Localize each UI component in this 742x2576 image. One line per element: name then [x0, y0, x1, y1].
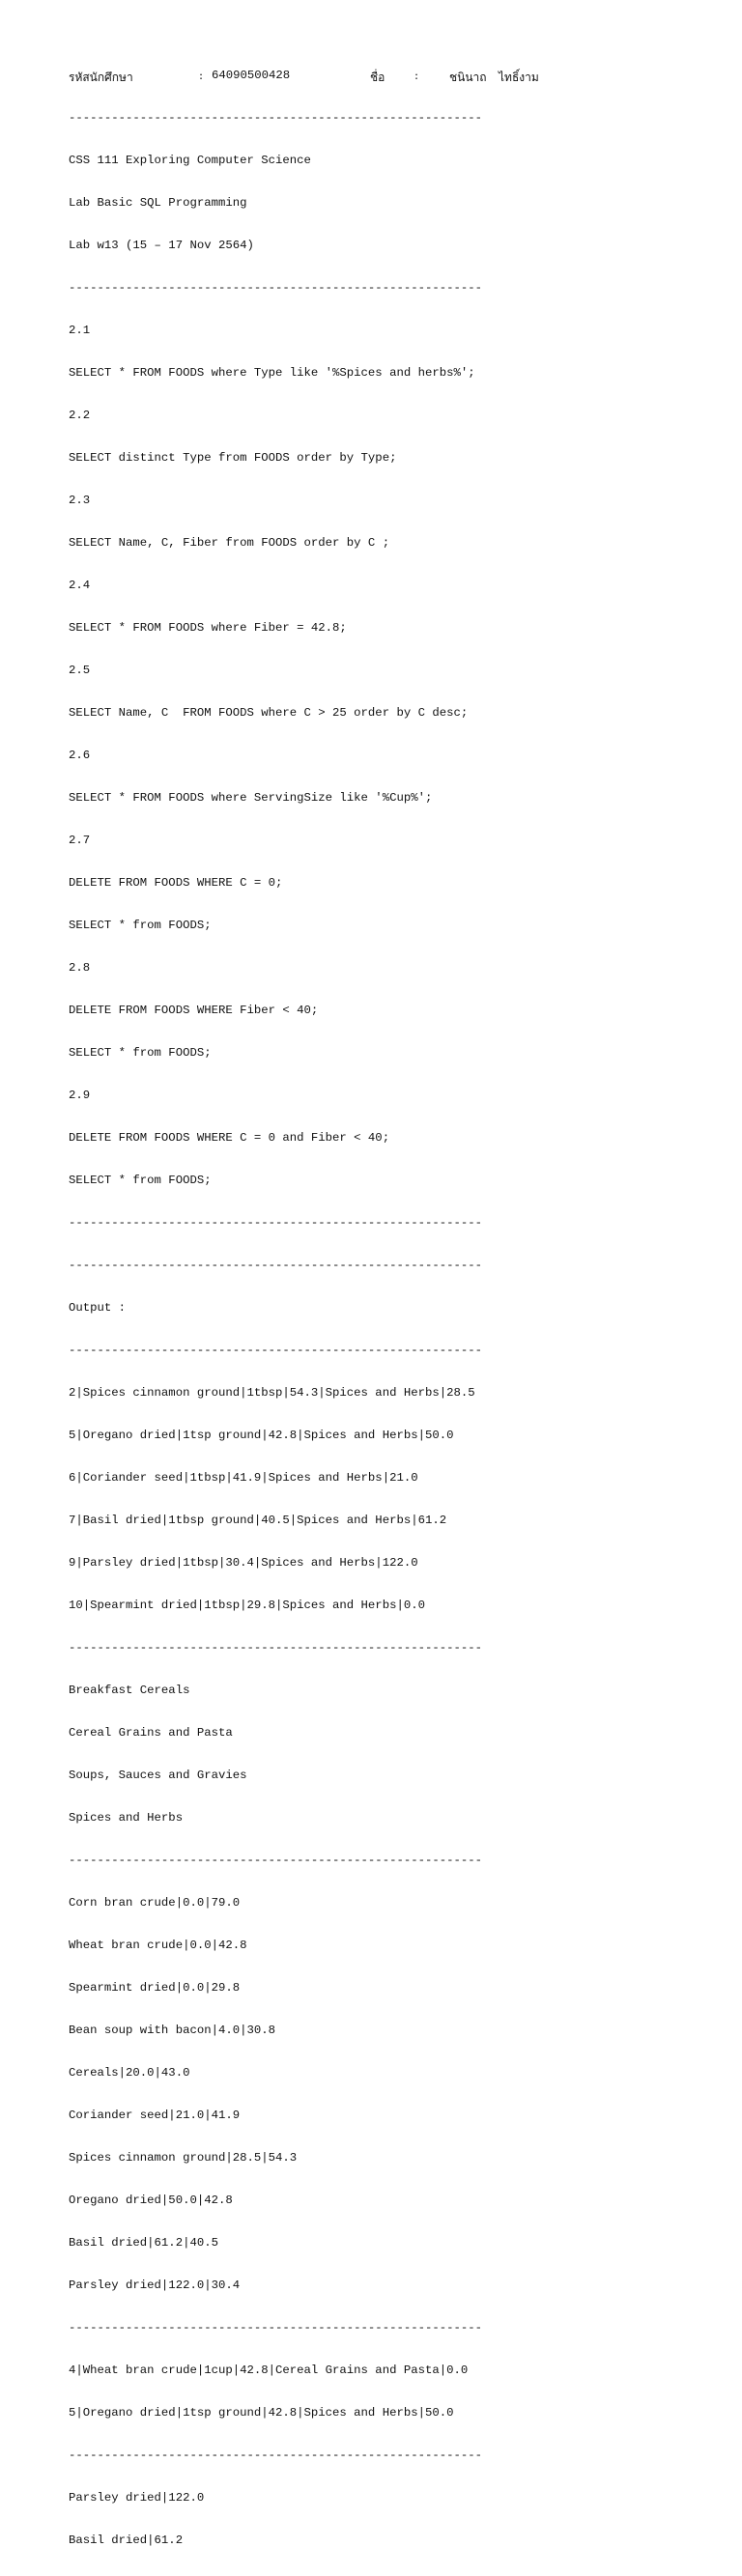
- student-id-label: รหัสนักศึกษา: [69, 71, 133, 84]
- sql-statement: DELETE FROM FOODS WHERE C = 0 and Fiber < 40;: [69, 1131, 390, 1146]
- sql-statement: DELETE FROM FOODS WHERE C = 0;: [69, 876, 283, 891]
- output-heading: Output :: [69, 1301, 127, 1316]
- output-row: Cereal Grains and Pasta: [69, 1726, 233, 1741]
- output-row: Spices and Herbs: [69, 1811, 184, 1826]
- lab-title: Lab Basic SQL Programming: [69, 196, 247, 211]
- separator-line: ----------------------------------------------------------: [69, 2321, 483, 2335]
- separator-line: ----------------------------------------------------------: [69, 2449, 483, 2463]
- question-number: 2.2: [69, 409, 91, 423]
- name-label: ชื่อ: [370, 71, 385, 84]
- sql-statement: SELECT * FROM FOODS where ServingSize like '%Cup%';: [69, 791, 433, 806]
- separator-line: ----------------------------------------------------------: [69, 281, 483, 296]
- course-title: CSS 111 Exploring Computer Science: [69, 154, 311, 168]
- sql-statement: SELECT * FROM FOODS where Fiber = 42.8;: [69, 621, 347, 636]
- sql-statement: SELECT * from FOODS;: [69, 1046, 212, 1061]
- output-row: 5|Oregano dried|1tsp ground|42.8|Spices and Herbs|50.0: [69, 2406, 454, 2420]
- separator-line: ----------------------------------------------------------: [69, 1344, 483, 1358]
- output-row: Coriander seed|21.0|41.9: [69, 2109, 241, 2123]
- lab-content: [69, 83, 482, 2576]
- separator-line: ----------------------------------------------------------: [69, 1216, 483, 1231]
- sql-statement: SELECT * from FOODS;: [69, 1174, 212, 1188]
- student-header: [69, 69, 539, 84]
- output-row: Spices cinnamon ground|28.5|54.3: [69, 2151, 298, 2166]
- sql-statement: SELECT * FROM FOODS where Type like '%Spices and herbs%';: [69, 366, 475, 381]
- separator-line: ----------------------------------------------------------: [69, 111, 483, 126]
- output-row: 4|Wheat bran crude|1cup|42.8|Cereal Grains and Pasta|0.0: [69, 2364, 469, 2378]
- question-number: 2.1: [69, 324, 91, 338]
- output-row: 9|Parsley dried|1tbsp|30.4|Spices and Herbs|122.0: [69, 1556, 418, 1571]
- last-name: ไทธิ์งาม: [499, 71, 539, 84]
- output-row: Parsley dried|122.0: [69, 2491, 205, 2505]
- sql-statement: SELECT distinct Type from FOODS order by Type;: [69, 451, 397, 466]
- separator-line: ----------------------------------------------------------: [69, 1854, 483, 1868]
- output-row: Basil dried|61.2: [69, 2534, 184, 2548]
- output-row: Breakfast Cereals: [69, 1684, 190, 1698]
- output-row: 6|Coriander seed|1tbsp|41.9|Spices and Herbs|21.0: [69, 1471, 418, 1486]
- output-row: Spearmint dried|0.0|29.8: [69, 1981, 241, 1996]
- sql-statement: SELECT * from FOODS;: [69, 919, 212, 933]
- lab-date: Lab w13 (15 – 17 Nov 2564): [69, 239, 254, 253]
- student-id-value: 64090500428: [212, 69, 291, 82]
- sql-statement: SELECT Name, C FROM FOODS where C > 25 order by C desc;: [69, 706, 469, 721]
- output-row: Bean soup with bacon|4.0|30.8: [69, 2024, 276, 2038]
- question-number: 2.5: [69, 664, 91, 678]
- output-row: Wheat bran crude|0.0|42.8: [69, 1939, 247, 1953]
- output-row: 5|Oregano dried|1tsp ground|42.8|Spices and Herbs|50.0: [69, 1429, 454, 1443]
- output-row: Oregano dried|50.0|42.8: [69, 2194, 233, 2208]
- question-number: 2.6: [69, 749, 91, 763]
- output-row: Cereals|20.0|43.0: [69, 2066, 190, 2081]
- output-row: 10|Spearmint dried|1tbsp|29.8|Spices and Herbs|0.0: [69, 1599, 425, 1613]
- separator-line: ----------------------------------------------------------: [69, 1641, 483, 1656]
- name-colon: :: [414, 69, 419, 82]
- output-row: Basil dried|61.2|40.5: [69, 2236, 218, 2250]
- output-row: 2|Spices cinnamon ground|1tbsp|54.3|Spices and Herbs|28.5: [69, 1386, 475, 1401]
- output-row: 7|Basil dried|1tbsp ground|40.5|Spices and Herbs|61.2: [69, 1514, 447, 1528]
- question-number: 2.8: [69, 961, 91, 976]
- separator-line: ----------------------------------------------------------: [69, 1259, 483, 1273]
- student-id-colon: :: [199, 69, 204, 82]
- question-number: 2.9: [69, 1089, 91, 1103]
- sql-statement: SELECT Name, C, Fiber from FOODS order by C ;: [69, 536, 390, 551]
- sql-statement: DELETE FROM FOODS WHERE Fiber < 40;: [69, 1004, 319, 1018]
- question-number: 2.3: [69, 494, 91, 508]
- output-row: Parsley dried|122.0|30.4: [69, 2279, 241, 2293]
- question-number: 2.7: [69, 834, 91, 848]
- output-row: Soups, Sauces and Gravies: [69, 1769, 247, 1783]
- question-number: 2.4: [69, 579, 91, 593]
- first-name: ชนินาถ: [449, 71, 487, 84]
- output-row: Corn bran crude|0.0|79.0: [69, 1896, 241, 1911]
